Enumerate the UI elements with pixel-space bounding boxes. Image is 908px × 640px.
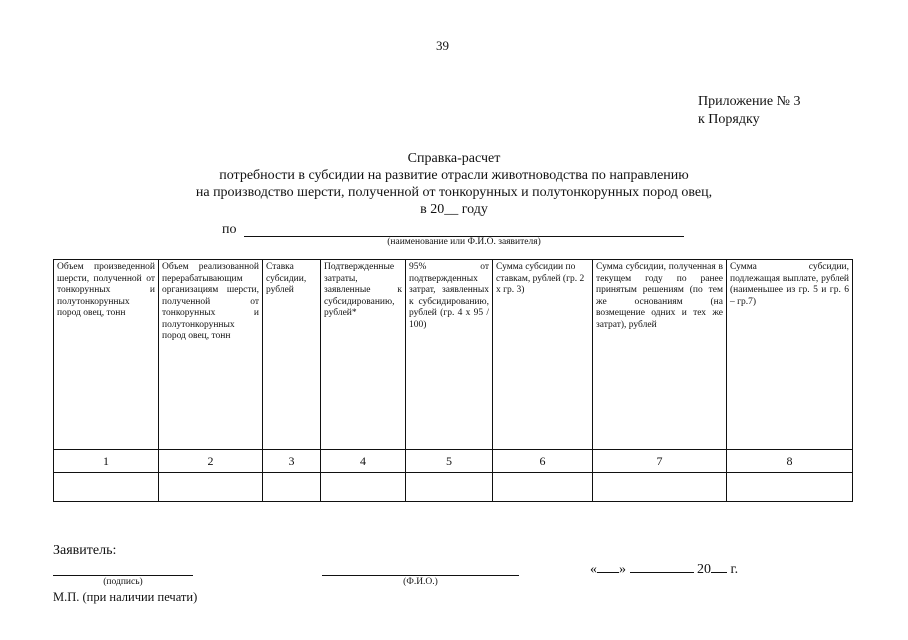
date-year-blank[interactable] [711, 560, 727, 573]
header-cell-7: Сумма субсидии, полученная в текущем году по ранее принятым решениям (по тем же основаниям (на возмещение одних и тех же затрат), рублей [593, 260, 727, 450]
column-number-3: 3 [263, 450, 321, 473]
date-field [590, 560, 738, 578]
signature-field[interactable] [53, 575, 193, 576]
date-year-prefix: 20 [697, 562, 711, 577]
title-line-4: в 20__ году [420, 202, 488, 217]
header-cell-6: Сумма субсидии по ставкам, рублей (гр. 2 x гр. 3) [493, 260, 593, 450]
header-cell-5: 95% от подтвержденных затрат, заявленных к субсидированию, рублей (гр. 4 x 95 / 100) [406, 260, 493, 450]
document-title [130, 150, 778, 218]
header-cell-3: Ставка субсидии, рублей [263, 260, 321, 450]
header-cell-1: Объем произведенной шерсти, полученной от тонкорунных и полутонкорунных пород овец, тонн [54, 260, 159, 450]
subsidy-calculation-table [53, 259, 853, 502]
data-cell-2[interactable] [159, 473, 263, 502]
data-cell-1[interactable] [54, 473, 159, 502]
title-line-1: Справка-расчет [407, 151, 501, 166]
seal-note: М.П. (при наличии печати) [53, 590, 198, 604]
header-cell-4: Подтвержденные затраты, заявленные к субсидированию, рублей* [321, 260, 406, 450]
data-cell-3[interactable] [263, 473, 321, 502]
data-cell-4[interactable] [321, 473, 406, 502]
column-number-row [54, 450, 853, 473]
data-cell-7[interactable] [593, 473, 727, 502]
data-cell-8[interactable] [727, 473, 853, 502]
column-number-7: 7 [593, 450, 727, 473]
date-year-suffix: г. [730, 562, 739, 577]
full-name-caption: (Ф.И.О.) [403, 577, 438, 587]
appendix-number: Приложение № 3 [698, 94, 801, 109]
applicant-label: Заявитель: [53, 543, 117, 558]
date-month-blank[interactable] [630, 560, 694, 573]
date-day-blank[interactable] [597, 560, 619, 573]
header-cell-8: Сумма субсидии, подлежащая выплате, рублей (наименьшее из гр. 5 и гр. 6 – гр.7) [727, 260, 853, 450]
appendix-reference [698, 93, 801, 129]
column-number-4: 4 [321, 450, 406, 473]
applicant-prefix: по [222, 222, 237, 237]
date-open-quote: « [590, 562, 597, 577]
signature-caption: (подпись) [103, 577, 143, 587]
table-header-row [54, 260, 853, 450]
column-number-2: 2 [159, 450, 263, 473]
page-number: 39 [436, 38, 449, 53]
header-cell-2: Объем реализованной перерабатывающим организациям шерсти, полученной от тонкорунных и полутонкорунных пород овец, тонн [159, 260, 263, 450]
column-number-8: 8 [727, 450, 853, 473]
full-name-field[interactable] [322, 575, 519, 576]
data-cell-6[interactable] [493, 473, 593, 502]
column-number-1: 1 [54, 450, 159, 473]
title-line-3: на производство шерсти, полученной от тонкорунных и полутонкорунных пород овец, [195, 185, 713, 200]
applicant-name-caption: (наименование или Ф.И.О. заявителя) [387, 237, 541, 247]
column-number-5: 5 [406, 450, 493, 473]
data-entry-row [54, 473, 853, 502]
date-close-quote: » [619, 562, 626, 577]
title-line-2: потребности в субсидии на развитие отрасли животноводства по направлению [219, 168, 689, 183]
data-cell-5[interactable] [406, 473, 493, 502]
appendix-procedure: к Порядку [698, 112, 760, 127]
column-number-6: 6 [493, 450, 593, 473]
